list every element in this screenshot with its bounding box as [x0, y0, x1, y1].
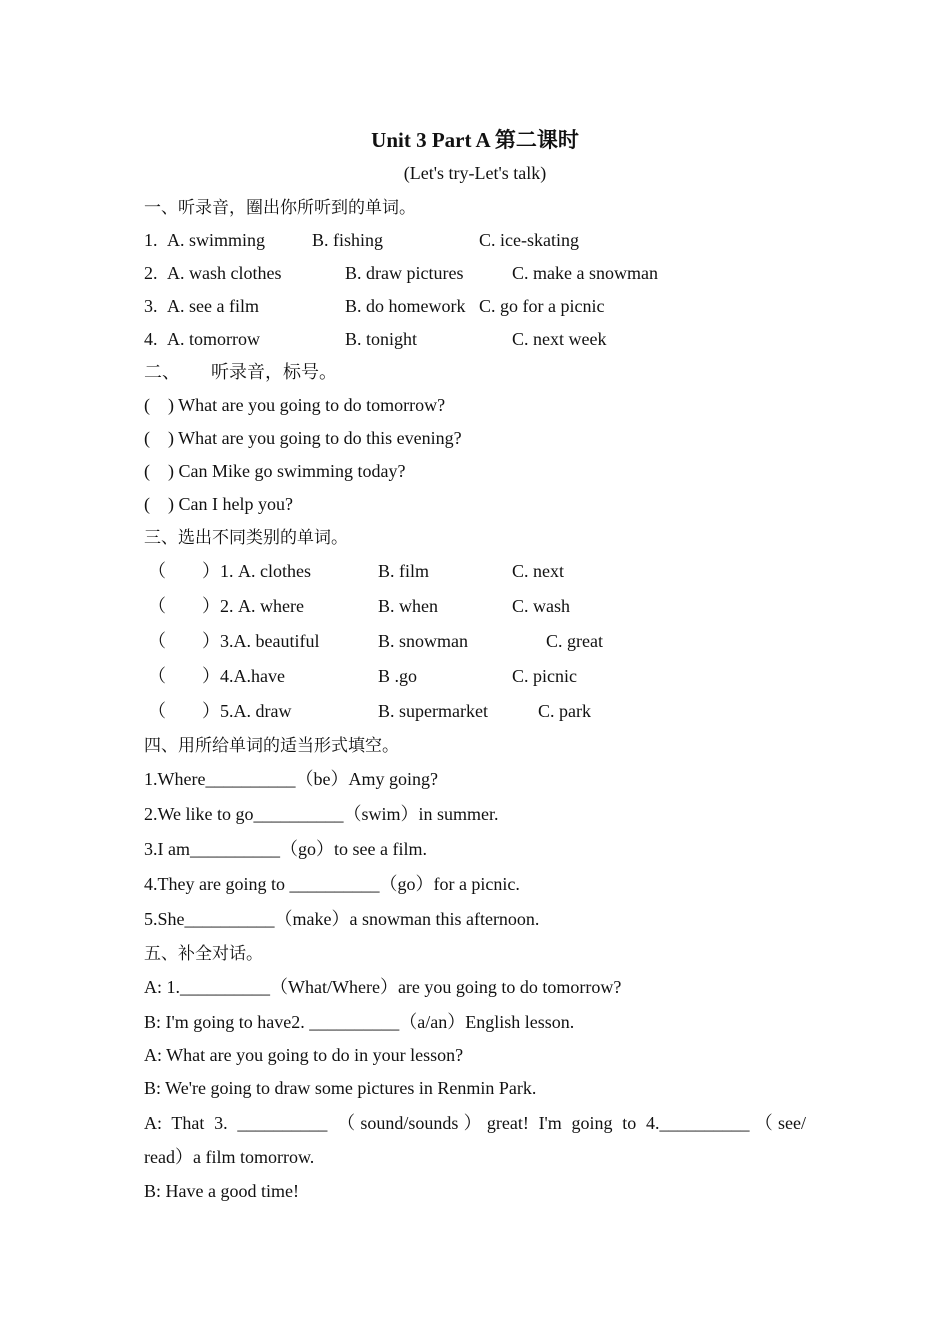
section-4-heading: 四、用所给单词的适当形式填空。 [144, 736, 399, 756]
s4-item: 4.They are going to __________（go）for a picnic. [144, 874, 520, 894]
s3-option-a: （ ）1. A. clothes [148, 561, 311, 581]
s1-item-num: 4. [144, 329, 158, 349]
s2-item: ( ) What are you going to do this evening? [144, 428, 462, 448]
s3-option-b: B. when [378, 596, 438, 616]
s4-item: 1.Where__________（be）Amy going? [144, 769, 438, 789]
s1-option-a: A. swimming [167, 230, 266, 250]
s1-option-c: C. make a snowman [512, 263, 658, 283]
dialogue-line: B: Have a good time! [144, 1181, 299, 1201]
s1-option-a: A. see a film [167, 296, 259, 316]
dialogue-line: A: What are you going to do in your lesson? [144, 1045, 464, 1065]
s3-option-c: C. next [512, 561, 564, 581]
s1-item-num: 3. [144, 296, 158, 316]
s3-option-c: C. picnic [512, 666, 577, 686]
s3-option-a: （ ）2. A. where [148, 596, 304, 616]
s4-item: 5.She__________（make）a snowman this afternoon. [144, 909, 540, 929]
s1-option-b: B. draw pictures [345, 263, 464, 283]
page-subtitle: (Let's try-Let's talk) [403, 163, 547, 183]
s2-item: ( ) Can I help you? [144, 494, 293, 514]
s3-option-a: （ ）3.A. beautiful [148, 631, 320, 651]
s1-option-b: B. fishing [312, 230, 384, 250]
s2-item: ( ) What are you going to do tomorrow? [144, 395, 446, 415]
s1-option-c: C. next week [512, 329, 607, 349]
s3-option-c: C. park [538, 701, 591, 721]
s3-option-c: C. wash [512, 596, 570, 616]
s1-option-c: C. go for a picnic [479, 296, 605, 316]
s3-option-c: C. great [546, 631, 603, 651]
section-2-heading-num: 二、 [144, 362, 180, 383]
s3-option-b: B. snowman [378, 631, 468, 651]
s3-option-b: B. film [378, 561, 430, 581]
s2-item: ( ) Can Mike go swimming today? [144, 461, 406, 481]
s3-option-a: （ ）5.A. draw [148, 701, 292, 721]
page-title: Unit 3 Part A 第二课时 [371, 128, 579, 152]
s1-item-num: 2. [144, 263, 158, 283]
dialogue-line: A: 1.__________（What/Where）are you going to do tomorrow? [144, 977, 622, 997]
s1-option-a: A. wash clothes [167, 263, 282, 283]
section-3-heading: 三、选出不同类别的单词。 [144, 528, 348, 548]
s3-option-b: B. supermarket [378, 701, 488, 721]
s4-item: 3.I am__________（go）to see a film. [144, 839, 427, 859]
s1-option-a: A. tomorrow [167, 329, 260, 349]
section-1-heading: 一、听录音，圈出你所听到的单词。 [144, 198, 416, 218]
s1-option-c: C. ice-skating [479, 230, 579, 250]
s1-option-b: B. tonight [345, 329, 418, 349]
section-5-heading: 五、补全对话。 [144, 944, 263, 964]
dialogue-line: read）a film tomorrow. [144, 1147, 315, 1167]
s3-option-b: B .go [378, 666, 418, 686]
dialogue-line: B: I'm going to have2. __________（a/an）English lesson. [144, 1012, 575, 1032]
dialogue-line: B: We're going to draw some pictures in Renmin Park. [144, 1078, 537, 1098]
s1-item-num: 1. [144, 230, 158, 250]
dialogue-line: A: That 3. __________ （sound/sounds）great! I'm going to 4.__________（see/ [144, 1113, 806, 1133]
section-2-heading: 听录音，标号。 [211, 362, 337, 383]
s1-option-b: B. do homework [345, 296, 466, 316]
s4-item: 2.We like to go__________（swim）in summer. [144, 804, 499, 824]
s3-option-a: （ ）4.A.have [148, 666, 285, 686]
